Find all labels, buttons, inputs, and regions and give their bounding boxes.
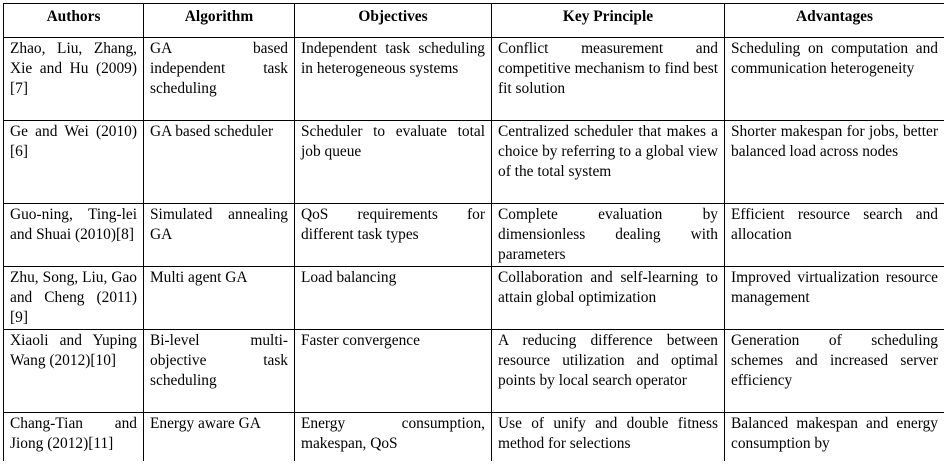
cell-authors: Guo-ning, Ting-lei and Shuai (2010)[8] <box>4 204 144 267</box>
cell-advantages: Balanced makespan and energy consumption by <box>725 413 945 462</box>
cell-key-principle: Use of unify and double fitness method for selections <box>492 413 725 462</box>
cell-key-principle: Centralized scheduler that makes a choice by referring to a global view of the total system <box>492 121 725 204</box>
cell-authors: Chang-Tian and Jiong (2012)[11] <box>4 413 144 462</box>
cell-authors: Zhu, Song, Liu, Gao and Cheng (2011)[9] <box>4 267 144 330</box>
header-algorithm: Algorithm <box>144 4 295 38</box>
cell-algorithm: Bi-level multi-objective task scheduling <box>144 330 295 413</box>
table-row <box>4 330 945 413</box>
cell-objectives: Energy consumption, makespan, QoS <box>295 413 492 462</box>
cell-objectives: Scheduler to evaluate total job queue <box>295 121 492 204</box>
comparison-table-container <box>3 3 944 461</box>
cell-objectives: Faster convergence <box>295 330 492 413</box>
table-row <box>4 121 945 204</box>
cell-authors: Xiaoli and Yuping Wang (2012)[10] <box>4 330 144 413</box>
cell-key-principle: A reducing difference between resource utilization and optimal points by local search operator <box>492 330 725 413</box>
cell-key-principle: Collaboration and self-learning to attain global optimization <box>492 267 725 330</box>
cell-advantages: Efficient resource search and allocation <box>725 204 945 267</box>
cell-algorithm: Multi agent GA <box>144 267 295 330</box>
cell-advantages: Shorter makespan for jobs, better balanced load across nodes <box>725 121 945 204</box>
cell-algorithm: GA based independent task scheduling <box>144 38 295 121</box>
table-row <box>4 38 945 121</box>
cell-key-principle: Complete evaluation by dimensionless dealing with parameters <box>492 204 725 267</box>
cell-authors: Ge and Wei (2010) [6] <box>4 121 144 204</box>
cell-objectives: Load balancing <box>295 267 492 330</box>
table-header-row <box>4 4 945 38</box>
header-objectives: Objectives <box>295 4 492 38</box>
header-advantages: Advantages <box>725 4 945 38</box>
table-row <box>4 413 945 462</box>
cell-advantages: Improved virtualization resource management <box>725 267 945 330</box>
cell-advantages: Generation of scheduling schemes and increased server efficiency <box>725 330 945 413</box>
cell-advantages: Scheduling on computation and communication heterogeneity <box>725 38 945 121</box>
comparison-table <box>3 3 944 461</box>
header-key-principle: Key Principle <box>492 4 725 38</box>
table-row <box>4 267 945 330</box>
cell-objectives: QoS requirements for different task types <box>295 204 492 267</box>
cell-algorithm: Simulated annealing GA <box>144 204 295 267</box>
cell-algorithm: Energy aware GA <box>144 413 295 462</box>
table-row <box>4 204 945 267</box>
cell-authors: Zhao, Liu, Zhang, Xie and Hu (2009)[7] <box>4 38 144 121</box>
cell-key-principle: Conflict measurement and competitive mechanism to find best fit solution <box>492 38 725 121</box>
cell-objectives: Independent task scheduling in heterogeneous systems <box>295 38 492 121</box>
cell-algorithm: GA based scheduler <box>144 121 295 204</box>
header-authors: Authors <box>4 4 144 38</box>
